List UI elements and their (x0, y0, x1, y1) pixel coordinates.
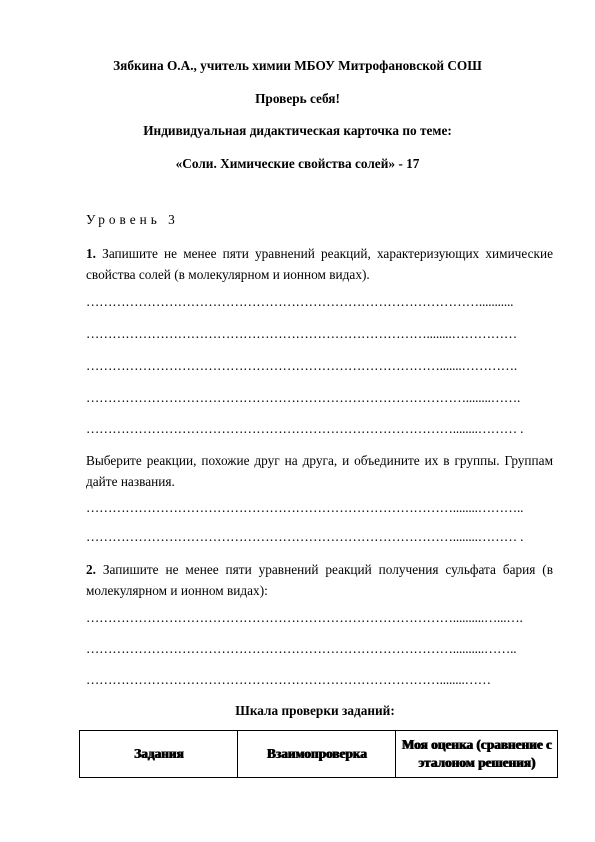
table-header-row (80, 731, 558, 778)
group-answer-line: …………………………………………………………………………........……… . (86, 529, 524, 544)
task2-instruction: Запишите не менее пяти уравнений реакций получения сульфата бария (в молекулярном и ионном видах): (86, 562, 553, 598)
column-header-tasks: Задания (80, 731, 238, 778)
scale-table (79, 730, 558, 778)
task2-number: 2. (86, 562, 96, 577)
column-header-self-assessment: Моя оценка (сравнение с эталоном решения) (396, 731, 558, 778)
scale-title: Шкала проверки заданий: (235, 703, 395, 718)
column-header-peer-review: Взаимопроверка (238, 731, 396, 778)
group-answer-line: …………………………………………………………………………........……….. (86, 500, 524, 515)
check-yourself-heading: Проверь себя! (255, 91, 340, 106)
task1-answer-line: ………………………………………………………………………………........... (86, 294, 514, 309)
task1-answer-line: ……………………………………………………………………….......…………. (86, 358, 517, 373)
level-label: Уровень 3 (86, 212, 179, 227)
task1-instruction: Запишите не менее пяти уравнений реакций, характеризующих химические свойства солей (в молекулярном и ионном видах). (86, 246, 553, 282)
task1-number: 1. (86, 246, 96, 261)
task1-text (86, 243, 553, 285)
author-line: Зябкина О.А., учитель химии МБОУ Митрофановской СОШ (113, 58, 482, 73)
task1-answer-line: ……………………………………………………………………........…………… (86, 326, 517, 341)
task1-answer-line: ……………………………………………………………………………........……. (86, 390, 521, 405)
topic-title: «Соли. Химические свойства солей» - 17 (175, 156, 420, 171)
task2-answer-line: …………………………………………………………………………..........…...…. (86, 610, 523, 625)
group-instruction: Выберите реакции, похожие друг на друга, и объедините их в группы. Группам дайте названия. (86, 453, 553, 489)
task2-answer-line: ………………………………………………………………………........…… (86, 672, 491, 687)
task1-answer-line: …………………………………………………………………………........……… . (86, 421, 524, 436)
card-topic-heading: Индивидуальная дидактическая карточка по теме: (143, 123, 452, 138)
task2-text (86, 559, 553, 601)
task2-answer-line: …………………………………………………………………………..........…….. (86, 641, 517, 656)
